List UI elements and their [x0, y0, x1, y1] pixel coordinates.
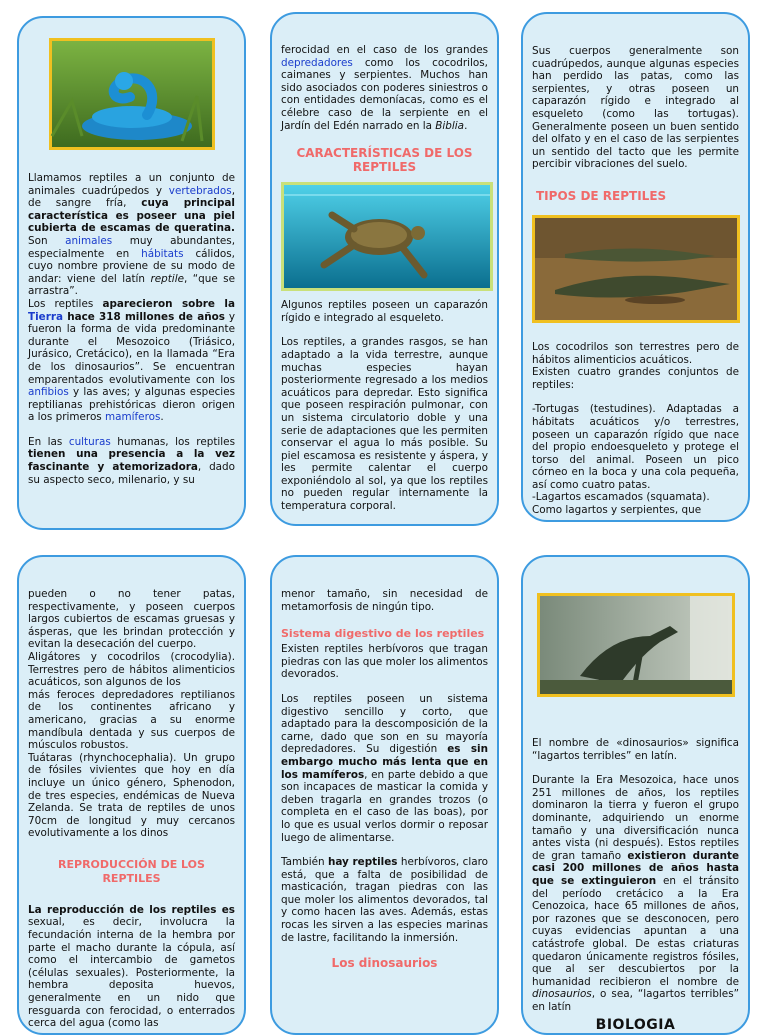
- intro-paragraph-3: En las culturas humanas, los reptiles tienen una presencia a la vez fascinante y atemorizadora, dado su aspecto seco, milenario, y su: [28, 435, 235, 486]
- snake-image-icon: [52, 41, 212, 147]
- herbivore-paragraph: También hay reptiles herbívoros, claro está, que a falta de posibilidad de masticación, tragan piedras con las que moler los alimentos devorados, tal y como hacen las aves. Además, estas rocas les sirven a las especies marinas de lastre, facilitando la inmersión.: [281, 856, 488, 944]
- link-culturas[interactable]: culturas: [68, 435, 111, 448]
- panel-reproduction: [17, 555, 246, 1035]
- link-habitats[interactable]: hábitats: [141, 247, 184, 260]
- snake-photo: [49, 38, 215, 150]
- adaptation-paragraph: Los reptiles, a grandes rasgos, se han adaptado a la vida terrestre, aunque muchas especies hayan posteriormente regresado a los medios acuáticos para depredar. Esto significa que poseen respiración pulmonar, con un sistema circulatorio doble y una serie de adaptaciones que les permiten conservar el agua lo más posible. Su piel escamosa es resistente y áspera, y les permite calentar el cuerpo exponiéndolo al sol, ya que los reptiles no pueden regular internamente la temperatura corporal.: [281, 336, 488, 513]
- panel-digestive: [270, 555, 499, 1035]
- link-vertebrados[interactable]: vertebrados: [168, 184, 232, 197]
- panel-intro: [17, 16, 246, 530]
- panel-dinosaurs: [521, 555, 750, 1035]
- crocodile-caption: Los cocodrilos son terrestres pero de hábitos alimenticios acuáticos. Existen cuatro grandes conjuntos de reptiles:: [532, 340, 739, 391]
- shell-caption: Algunos reptiles poseen un caparazón rígido e integrado al esqueleto.: [281, 299, 488, 324]
- types-heading: TIPOS DE REPTILES: [536, 188, 667, 203]
- brand-label: BIOLOGIA: [595, 1017, 676, 1034]
- reproduction-paragraph: La reproducción de los reptiles es sexual, es decir, involucra la fecundación interna de la hembra por parte el macho durante la cópula, así como el intercambio de gametos (células sexuales). Posteriormente, la hembra deposita huevos, generalmente en un nido que resguarda con ferocidad, o enterrados cerca del agua (como las: [28, 903, 235, 1030]
- intro-paragraph-1: Llamamos reptiles a un conjunto de animales cuadrúpedos y vertebrados, de sangre fría, cuya principal característica es poseer una piel cubierta de escamas de queratina. Son animales muy abundantes, especialmente en hábitats cálidos, cuyo nombre proviene de su modo de andar: viene del latín reptile, “que se arrastra”.: [28, 172, 235, 298]
- reproduction-heading: REPRODUCCIÓN DE LOS REPTILES: [58, 857, 205, 885]
- link-depredadores[interactable]: depredadores: [281, 56, 353, 69]
- link-mamiferos[interactable]: mamíferos: [105, 411, 161, 424]
- dinosaurs-heading: Los dinosaurios: [331, 956, 438, 971]
- types-continued: pueden o no tener patas, respectivamente, y poseen cuerpos largos cubiertos de escamas gruesas y ásperas, que les brindan protección y evitan la desecación del cuerpo. Aligátores y cocodrilos (crocodylia). Terrestres pero de hábitos alimenticios acuáticos, son algunos de los más feroces depredadores reptilianos de los continentes africano y americano, gracias a su enorme mandíbula dentada y sus cuerpos de músculos robustos. Tuátaras (rhynchocephalia). Un grupo de fósiles vivientes que hoy en día incluye un único género, Sphenodon, de tres especies, endémicas de Nueva Zelanda. Se trata de reptiles de unos 70cm de longitud y muy cercanos evolutivamente a los dinos: [28, 588, 235, 840]
- dinosaur-photo: [537, 593, 735, 697]
- link-tierra[interactable]: Tierra: [28, 310, 63, 323]
- mesozoic-paragraph: Durante la Era Mesozoica, hace unos 251 millones de años, los reptiles dominaron la tierra y fueron el grupo dominante, adquiriendo un enorme tamaño y una diversificación nunca antes vista (ni después). Estos reptiles de gran tamaño existieron durante casi 200 millones de años hasta que se extinguieron en el tránsito del período cretácico a la Era Cenozoica, hace 65 millones de años, por razones que se desconocen, pero cuyas evidencias apuntan a una catástrofe global. De estas criaturas quedaron únicamente registros fósiles, que al ser descubiertos por la humanidad recibieron el nombre de dinosaurios, o sea, “lagartos terribles” en latín: [532, 774, 740, 1013]
- dinosaur-name-text: El nombre de «dinosaurios» significa “lagartos terribles” en latín.: [532, 737, 739, 762]
- ferocity-paragraph: ferocidad en el caso de los grandes depredadores como los cocodrilos, caimanes y serpientes. Muchos han sido asociados con poderes siniestros o con entidades demoníacas, como es el célebre caso de la serpiente en el Jardín del Edén narrado en la Biblia.: [281, 44, 488, 132]
- turtle-photo: [281, 182, 493, 291]
- intro-paragraph-2: Los reptiles aparecieron sobre la Tierra hace 318 millones de años y fueron la forma de vida predominante durante el Mesozoico (Triásico, Jurásico, Cretácico), en la llamada “Era de los dinosaurios”. Se encuentran emparentados evolutivamente con los anfibios y las aves; y algunas especies reptilianas prehistóricas dieron origen a los primeros mamíferos.: [28, 297, 236, 424]
- characteristics-heading: CARACTERÍSTICAS DE LOS REPTILES: [296, 146, 473, 175]
- types-list: -Tortugas (testudines). Adaptadas a hábitats acuáticos y/o terrestres, poseen un caparazón rígido que nace del propio endoesqueleto y protege el torso del animal. Poseen un pico córneo en la boca y una cola pequeña, así como cuatro patas. -Lagartos escamados (squamata). Como lagartos y serpientes, que: [532, 403, 739, 517]
- panel-types: [521, 12, 750, 522]
- digestive-paragraph: Los reptiles poseen un sistema digestivo sencillo y corto, que adaptado para la descomposición de la carne, dado que son en su mayoría depredadores. Su digestión es sin embargo mucho más lenta que en los mamíferos, en parte debido a que son incapaces de masticar la comida y deben tragarla en grandes trozos (o completa en el caso de las boas), por lo que es usual verlos dormir o reposar luego de alimentarse.: [281, 692, 489, 844]
- link-anfibios[interactable]: anfibios: [28, 386, 69, 399]
- metamorphosis-text: menor tamaño, sin necesidad de metamorfosis de ningún tipo.: [281, 588, 488, 613]
- panel-characteristics: [270, 12, 499, 526]
- link-animales[interactable]: animales: [65, 234, 113, 247]
- crocodile-photo: [532, 215, 740, 323]
- dinosaur-image-icon: [540, 596, 732, 694]
- crocodile-image-icon: [535, 218, 737, 320]
- turtle-image-icon: [284, 185, 490, 288]
- digestive-heading: Sistema digestivo de los reptiles: [281, 627, 485, 641]
- bodies-paragraph: Sus cuerpos generalmente son cuadrúpedos, aunque algunas especies han perdido las patas, como las serpientes, y otras poseen un caparazón rígido e integrado al esqueleto (como las tortugas). Generalmente poseen un buen sentido del olfato y en el caso de las serpientes un sentido del tacto que les permite percibir vibraciones del suelo.: [532, 45, 739, 171]
- herbivore-caption: Existen reptiles herbívoros que tragan piedras con las que moler los alimentos devorados.: [281, 643, 489, 681]
